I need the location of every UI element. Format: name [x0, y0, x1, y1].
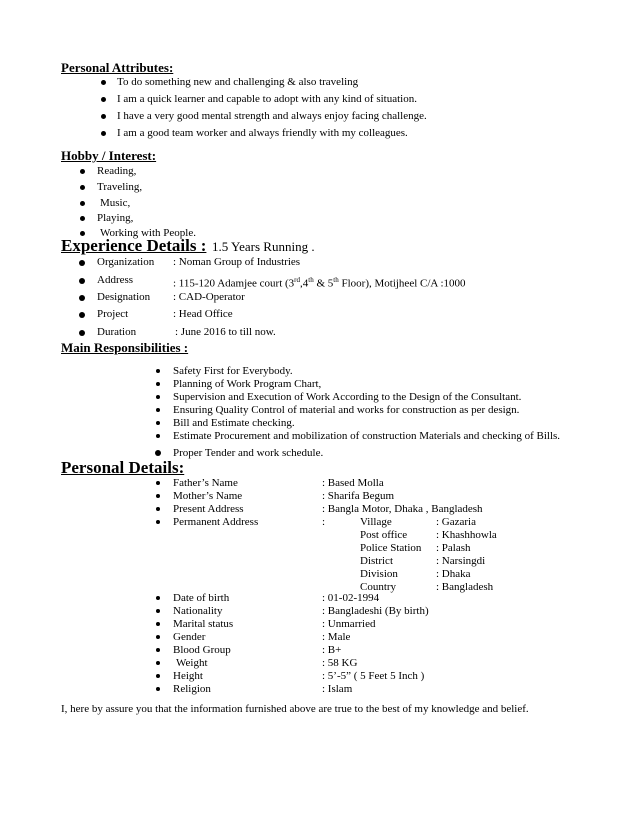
list-item: Traveling,: [97, 181, 143, 193]
address-value: : Dhaka: [436, 568, 471, 580]
list-item: Planning of Work Program Chart,: [173, 378, 322, 390]
detail-value: : B+: [322, 644, 342, 656]
bullet-icon: [156, 674, 160, 678]
list-item: Safety First for Everybody.: [173, 365, 293, 377]
list-item: Proper Tender and work schedule.: [173, 447, 324, 459]
list-item: Playing,: [97, 212, 134, 224]
bullet-icon: [155, 450, 161, 456]
list-item: Music,: [100, 197, 131, 209]
bullet-icon: [156, 622, 160, 626]
detail-value: : 01-02-1994: [322, 592, 380, 604]
detail-label: Permanent Address: [173, 516, 259, 528]
bullet-icon: [156, 481, 160, 485]
detail-label: Mother’s Name: [173, 490, 243, 502]
list-item: Estimate Procurement and mobilization of construction Materials and checking of Bills.: [173, 430, 561, 442]
bullet-icon: [156, 408, 160, 412]
detail-label: Date of birth: [173, 592, 230, 604]
detail-value: : Sharifa Begum: [322, 490, 395, 502]
bullet-icon: [79, 330, 85, 336]
list-item: Ensuring Quality Control of material and works for construction as per design.: [173, 404, 520, 416]
experience-value: : Noman Group of Industries: [173, 256, 301, 268]
detail-value: : Unmarried: [322, 618, 376, 630]
experience-label: Designation: [97, 291, 151, 303]
list-item: I have a very good mental strength and always enjoy facing challenge.: [117, 110, 427, 122]
address-label: District: [360, 555, 393, 567]
detail-label: Father’s Name: [173, 477, 238, 489]
experience-heading: Experience Details :: [61, 236, 207, 255]
detail-value: : Male: [322, 631, 351, 643]
experience-value: : Head Office: [173, 308, 233, 320]
bullet-icon: [156, 421, 160, 425]
detail-value: : Based Molla: [322, 477, 384, 489]
bullet-icon: [101, 131, 106, 136]
bullet-icon: [80, 185, 85, 190]
bullet-icon: [79, 295, 85, 301]
declaration-text: I, here by assure you that the information furnished above are true to the best of my knowledge and belief.: [61, 703, 529, 715]
detail-label: Religion: [173, 683, 211, 695]
bullet-icon: [156, 520, 160, 524]
bullet-icon: [80, 216, 85, 221]
list-item: Bill and Estimate checking.: [173, 417, 295, 429]
experience-value: : 115-120 Adamjee court (3rd,4th & 5th Floor), Motijheel C/A :1000: [173, 276, 466, 290]
bullet-icon: [156, 648, 160, 652]
detail-value: : 58 KG: [322, 657, 358, 669]
detail-value: : 5’-5” ( 5 Feet 5 Inch ): [322, 670, 425, 682]
personal-attributes-heading: Personal Attributes:: [61, 60, 174, 75]
bullet-icon: [156, 507, 160, 511]
experience-value: : CAD-Operator: [173, 291, 245, 303]
personal-details-heading: Personal Details:: [61, 458, 185, 477]
bullet-icon: [101, 97, 106, 102]
bullet-icon: [101, 114, 106, 119]
bullet-icon: [101, 80, 106, 85]
bullet-icon: [79, 312, 85, 318]
hobby-heading: Hobby / Interest:: [61, 148, 157, 163]
address-label: Country: [360, 581, 397, 593]
bullet-icon: [156, 494, 160, 498]
detail-label: Blood Group: [173, 644, 231, 656]
bullet-icon: [79, 260, 85, 266]
list-item: Supervision and Execution of Work According to the Design of the Consultant.: [173, 391, 522, 403]
address-label: Police Station: [360, 542, 422, 554]
bullet-icon: [156, 382, 160, 386]
detail-label: Present Address: [173, 503, 244, 515]
detail-label: Weight: [176, 657, 208, 669]
bullet-icon: [156, 661, 160, 665]
list-item: Reading,: [97, 165, 137, 177]
list-item: I am a quick learner and capable to adopt with any kind of situation.: [117, 93, 417, 105]
experience-label: Project: [97, 308, 129, 320]
address-value: : Bangladesh: [436, 581, 494, 593]
bullet-icon: [156, 369, 160, 373]
list-item: I am a good team worker and always friendly with my colleagues.: [117, 127, 408, 139]
bullet-icon: [156, 434, 160, 438]
experience-label: Address: [97, 274, 134, 286]
experience-label: Duration: [97, 326, 137, 338]
detail-value: :: [322, 516, 326, 528]
detail-label: Nationality: [173, 605, 223, 617]
detail-value: : Islam: [322, 683, 353, 695]
list-item: Working with People.: [100, 227, 196, 239]
detail-label: Marital status: [173, 618, 234, 630]
address-value: : Narsingdi: [436, 555, 486, 567]
detail-label: Gender: [173, 631, 206, 643]
bullet-icon: [156, 687, 160, 691]
detail-value: : Bangladeshi (By birth): [322, 605, 429, 617]
bullet-icon: [80, 169, 85, 174]
experience-label: Organization: [97, 256, 155, 268]
experience-value: : June 2016 to till now.: [175, 326, 276, 338]
detail-label: Height: [173, 670, 203, 682]
address-value: : Gazaria: [436, 516, 476, 528]
bullet-icon: [80, 201, 85, 206]
bullet-icon: [156, 395, 160, 399]
address-value: : Palash: [436, 542, 471, 554]
responsibilities-heading: Main Responsibilities :: [61, 340, 189, 355]
bullet-icon: [156, 635, 160, 639]
address-label: Division: [360, 568, 398, 580]
address-value: : Khashhowla: [436, 529, 497, 541]
bullet-icon: [156, 596, 160, 600]
bullet-icon: [156, 609, 160, 613]
experience-years: 1.5 Years Running .: [212, 239, 315, 254]
address-label: Village: [360, 516, 392, 528]
detail-value: : Bangla Motor, Dhaka , Bangladesh: [322, 503, 483, 515]
address-label: Post office: [360, 529, 408, 541]
list-item: To do something new and challenging & also traveling: [117, 76, 359, 88]
bullet-icon: [79, 278, 85, 284]
